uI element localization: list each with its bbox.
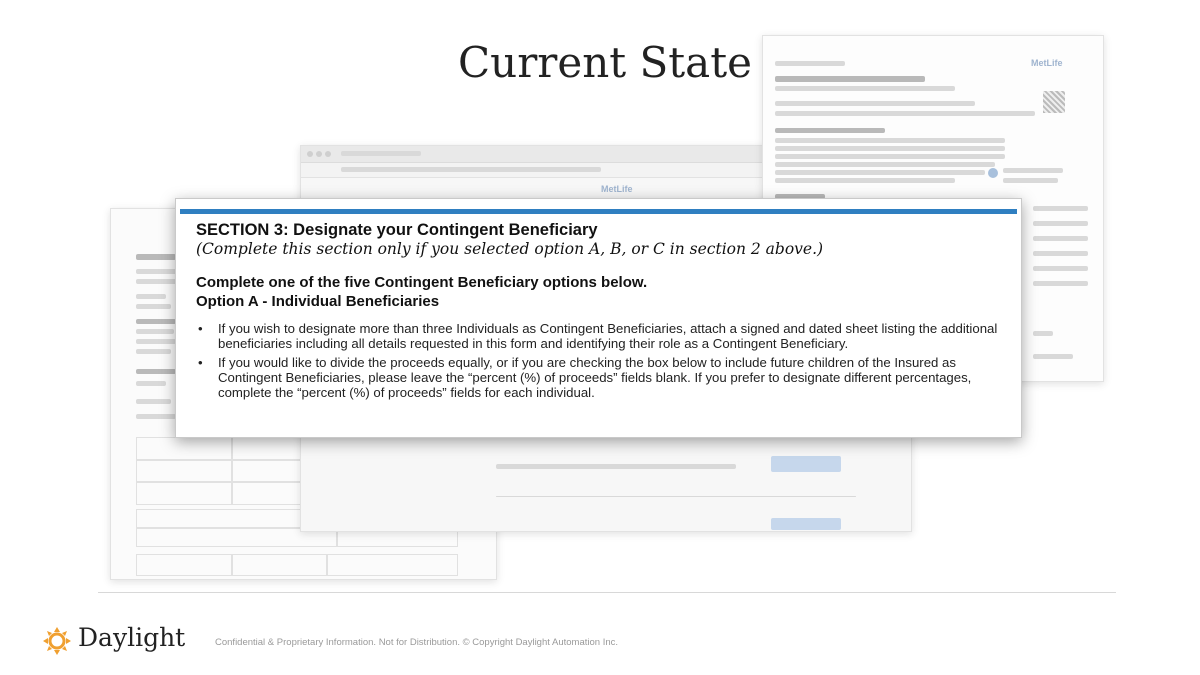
sun-gear-icon xyxy=(42,626,72,656)
section-title: SECTION 3: Designate your Contingent Beneficiary xyxy=(196,221,598,239)
metlife-logo: MetLife xyxy=(601,184,633,194)
option-a-heading: Option A - Individual Beneficiaries xyxy=(196,293,440,310)
section-instruction: Complete one of the five Contingent Beneficiary options below. xyxy=(196,274,648,291)
footer-divider xyxy=(98,592,1116,593)
section-subtitle: (Complete this section only if you selected option A, B, or C in section 2 above.) xyxy=(196,240,824,258)
slide-title: Current State xyxy=(458,38,752,87)
confidentiality-note: Confidential & Proprietary Information. Not for Distribution. © Copyright Daylight Automation Inc. xyxy=(215,637,619,648)
bullet-dot-icon: • xyxy=(198,321,203,336)
instruction-bullets xyxy=(196,321,1011,404)
brand-name: Daylight xyxy=(78,623,186,652)
list-item xyxy=(196,321,1011,351)
bullet-text: If you would like to divide the proceeds equally, or if you are checking the box below to include future children of the Insured as Contingent Beneficiaries, please leave the “percent (%) of proceeds” fields blank. If you prefer to designate different percentages, complete the “percent (%) of proceeds” fields for each individual. xyxy=(218,355,972,400)
bullet-text: If you wish to designate more than three Individuals as Contingent Beneficiaries, attach a signed and dated sheet listing the additional beneficiaries including all details requested in this form and identifying their role as a Contingent Beneficiary. xyxy=(218,321,998,351)
section-accent-bar xyxy=(180,209,1017,214)
section-3-card xyxy=(175,198,1022,438)
list-item xyxy=(196,355,1011,400)
bullet-dot-icon: • xyxy=(198,355,203,370)
metlife-logo-right: MetLife xyxy=(1031,58,1063,68)
